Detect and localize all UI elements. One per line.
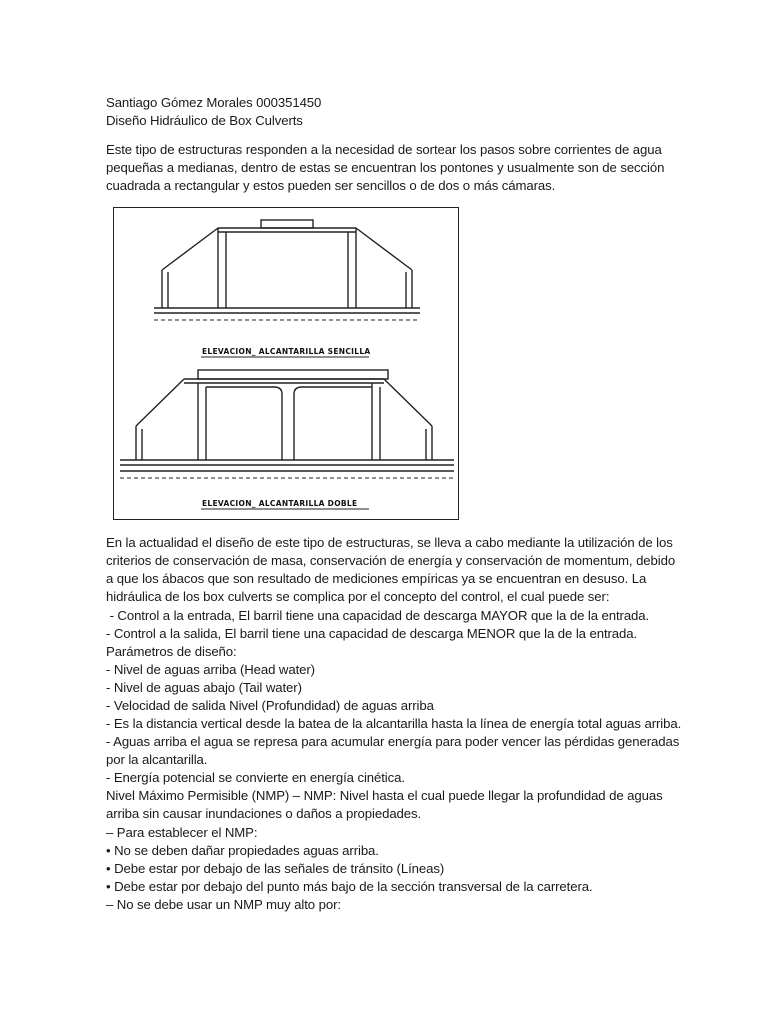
body-line: a que los ábacos que son resultado de mediciones empíricas ya se encuentran en desuso. La bbox=[106, 571, 647, 586]
body-line: – No se debe usar un NMP muy alto por: bbox=[106, 897, 341, 912]
caption-single-culvert: ELEVACION_ ALCANTARILLA SENCILLA bbox=[202, 347, 371, 356]
body-line: - Energía potencial se convierte en energía cinética. bbox=[106, 770, 405, 785]
body-line: Nivel Máximo Permisible (NMP) – NMP: Nivel hasta el cual puede llegar la profundidad de aguas bbox=[106, 788, 663, 803]
body-line: arriba sin causar inundaciones o daños a propiedades. bbox=[106, 806, 422, 821]
body-line: - Nivel de aguas arriba (Head water) bbox=[106, 662, 315, 677]
body-line: - Aguas arriba el agua se represa para acumular energía para poder vencer las pérdidas generadas bbox=[106, 734, 680, 749]
body-line: criterios de conservación de masa, conservación de energía y conservación de momentum, debido bbox=[106, 553, 676, 568]
body-line: - Control a la salida, El barril tiene una capacidad de descarga MENOR que la de la entrada. bbox=[106, 626, 638, 641]
intro-line: cuadrada a rectangular y estos pueden ser sencillos o de dos o más cámaras. bbox=[106, 178, 556, 193]
body-line: – Para establecer el NMP: bbox=[106, 825, 258, 840]
body-line: - Nivel de aguas abajo (Tail water) bbox=[106, 680, 302, 695]
body-line: • Debe estar por debajo de las señales de tránsito (Líneas) bbox=[106, 861, 445, 876]
single-culvert-drawing bbox=[154, 220, 420, 320]
body-line: - Velocidad de salida Nivel (Profundidad) de aguas arriba bbox=[106, 698, 434, 713]
body-line: Parámetros de diseño: bbox=[106, 644, 237, 659]
body-line: - Es la distancia vertical desde la batea de la alcantarilla hasta la línea de energía total aguas arriba. bbox=[106, 716, 682, 731]
body-line: hidráulica de los box culverts se complica por el concepto del control, el cual puede ser: bbox=[106, 589, 610, 604]
culvert-drawings bbox=[114, 208, 460, 521]
caption-double-culvert: ELEVACION_ ALCANTARILLA DOBLE bbox=[202, 499, 358, 508]
intro-line: Este tipo de estructuras responden a la necesidad de sortear los pasos sobre corrientes de agua bbox=[106, 142, 662, 157]
body-line: - Control a la entrada, El barril tiene una capacidad de descarga MAYOR que la de la entrada. bbox=[106, 608, 650, 623]
body-line: • Debe estar por debajo del punto más bajo de la sección transversal de la carretera. bbox=[106, 879, 593, 894]
author-line: Santiago Gómez Morales 000351450 bbox=[106, 95, 322, 110]
body-line: por la alcantarilla. bbox=[106, 752, 208, 767]
double-culvert-drawing bbox=[120, 370, 454, 478]
body-line: • No se deben dañar propiedades aguas arriba. bbox=[106, 843, 379, 858]
intro-line: pequeñas a medianas, dentro de estas se encuentran los pontones y usualmente son de sección bbox=[106, 160, 665, 175]
body-line: En la actualidad el diseño de este tipo de estructuras, se lleva a cabo mediante la utilización de los bbox=[106, 535, 673, 550]
culvert-elevation-figure bbox=[113, 207, 459, 520]
document-title: Diseño Hidráulico de Box Culverts bbox=[106, 113, 303, 128]
